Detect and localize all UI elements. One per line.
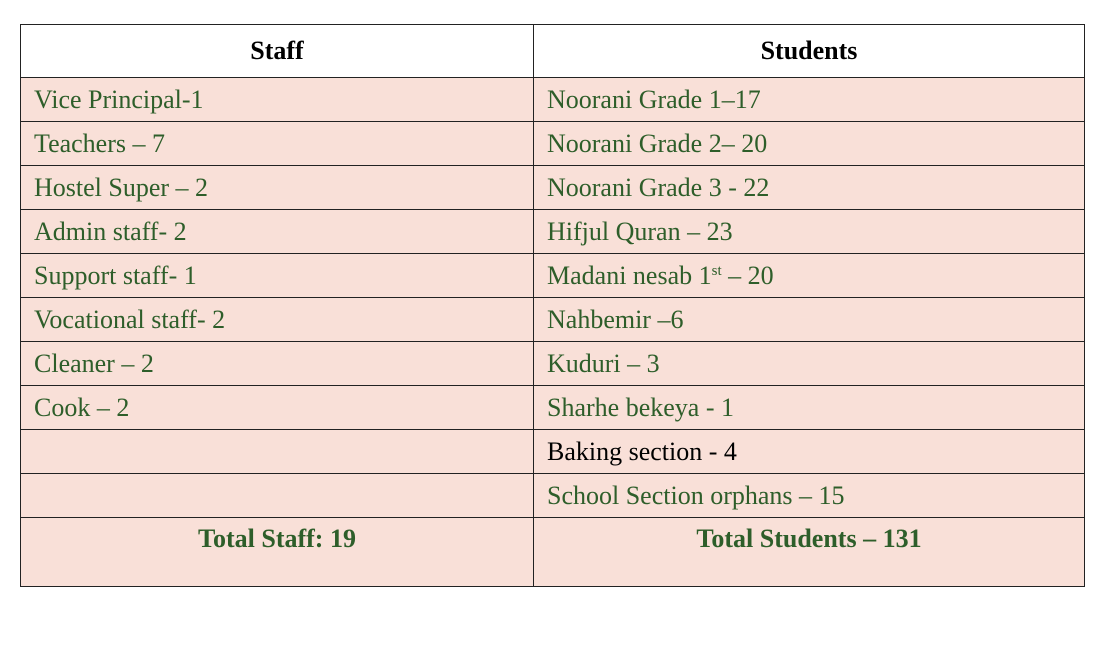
table-row (21, 122, 1085, 166)
students-text: Madani nesab 1 (547, 260, 712, 290)
staff-cell (21, 474, 534, 518)
students-cell: Hifjul Quran – 23 (534, 210, 1085, 254)
header-row (21, 25, 1085, 78)
total-staff: Total Staff: 19 (21, 518, 534, 587)
staff-cell: Vice Principal-1 (21, 78, 534, 122)
staff-cell: Cleaner – 2 (21, 342, 534, 386)
students-cell: Baking section - 4 (534, 430, 1085, 474)
header-students: Students (534, 25, 1085, 78)
students-cell: School Section orphans – 15 (534, 474, 1085, 518)
students-cell: Sharhe bekeya - 1 (534, 386, 1085, 430)
totals-row (21, 518, 1085, 587)
students-cell: Kuduri – 3 (534, 342, 1085, 386)
staff-cell (21, 430, 534, 474)
header-staff: Staff (21, 25, 534, 78)
students-cell: Noorani Grade 2– 20 (534, 122, 1085, 166)
students-cell: Nahbemir –6 (534, 298, 1085, 342)
staff-cell: Support staff- 1 (21, 254, 534, 298)
ordinal-suffix: st (711, 262, 722, 279)
staff-cell: Vocational staff- 2 (21, 298, 534, 342)
students-text: – 20 (721, 260, 774, 290)
students-cell: Noorani Grade 3 - 22 (534, 166, 1085, 210)
table-row (21, 474, 1085, 518)
table-row (21, 298, 1085, 342)
total-students: Total Students – 131 (534, 518, 1085, 587)
table-row (21, 254, 1085, 298)
students-cell: Noorani Grade 1–17 (534, 78, 1085, 122)
table-row (21, 386, 1085, 430)
staff-cell: Admin staff- 2 (21, 210, 534, 254)
staff-students-table (20, 24, 1085, 587)
table-row (21, 78, 1085, 122)
table-row (21, 210, 1085, 254)
staff-cell: Hostel Super – 2 (21, 166, 534, 210)
staff-cell: Cook – 2 (21, 386, 534, 430)
staff-cell: Teachers – 7 (21, 122, 534, 166)
table-row (21, 166, 1085, 210)
students-cell (534, 254, 1085, 298)
table-row (21, 430, 1085, 474)
table-row (21, 342, 1085, 386)
